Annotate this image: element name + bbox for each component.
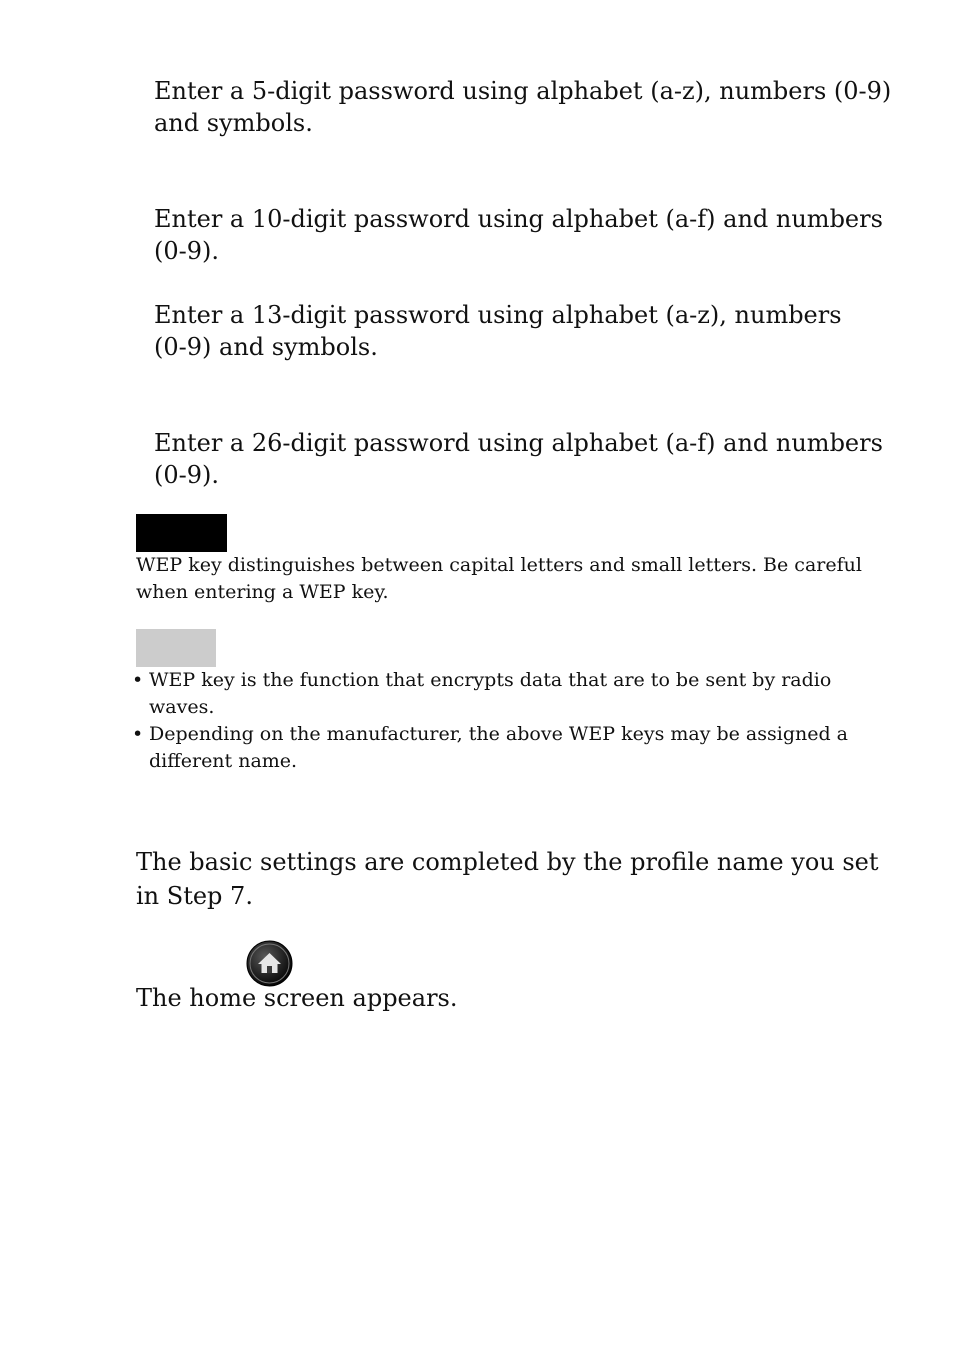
wep-option-13-line2: (0-9) and symbols. [154,333,378,361]
bullet-icon: • [132,723,144,745]
home-screen-result-text: The home screen appears. [136,984,458,1012]
wep-option-5-digit: Enter a 5-digit password using alphabet (a-z), numbers (0-9) and symbols. [154,77,892,137]
bullet-icon: • [132,669,144,691]
wep-option-13-line1: Enter a 13-digit password using alphabet (a-z), numbers [154,301,842,329]
hint-list [132,667,902,775]
hint-item [132,721,902,775]
wep-option-13-digit [154,299,914,363]
note-label-box [136,514,227,552]
hint-item [132,667,902,721]
wep-option-10-digit: Enter a 10-digit password using alphabet (a-f) and numbers (0-9). [154,205,883,265]
hint-item-text: Depending on the manufacturer, the above WEP keys may be assigned a different name. [149,723,849,772]
hint-item-text: WEP key is the function that encrypts data that are to be sent by radio waves. [149,669,832,718]
settings-completed-text: The basic settings are completed by the profile name you set in Step 7. [136,848,879,910]
wep-option-26-digit: Enter a 26-digit password using alphabet (a-f) and numbers (0-9). [154,429,883,489]
hint-label-box [136,629,216,667]
home-button-icon [246,940,293,987]
note-text: WEP key distinguishes between capital letters and small letters. Be careful when entering a WEP key. [136,554,862,603]
